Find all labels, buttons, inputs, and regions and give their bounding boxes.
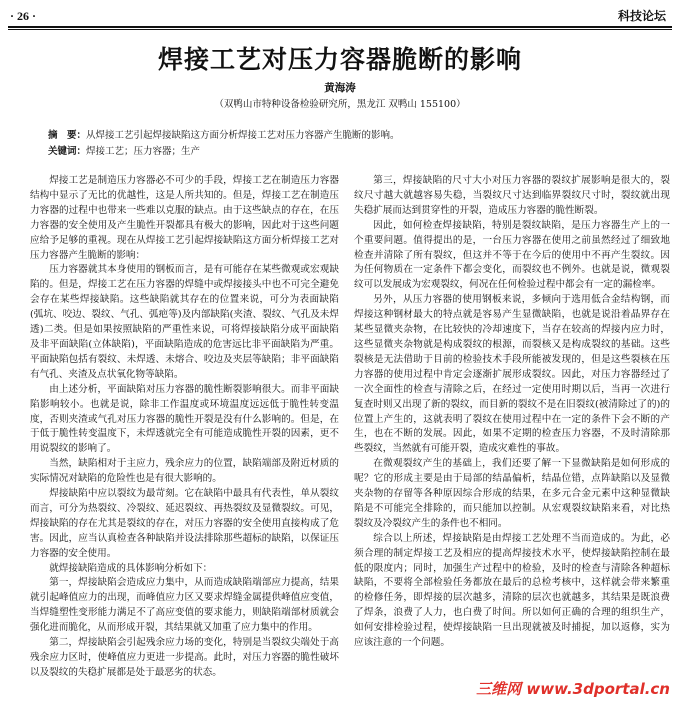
- paragraph: 第三，焊接缺陷的尺寸大小对压力容器的裂纹扩展影响是很大的，裂纹尺寸越大就越容易失稳，当裂纹尺寸达到临界裂纹尺寸时，裂纹就出现失稳扩展而达到贯穿性的开裂，造成压力容器的脆性断裂。: [354, 175, 670, 216]
- article-title: 焊接工艺对压力容器脆断的影响: [157, 45, 522, 74]
- paragraph: 当然，缺陷相对于主应力，残余应力的位置，缺陷端部及附近材质的实际情况对缺陷的危险性也是有很大影响的。: [30, 458, 339, 485]
- keywords: [48, 145, 648, 159]
- paragraph: 第二，焊接缺陷会引起残余应力场的变化，特别是当裂纹尖端处于高残余应力区时，使峰值应力更进一步提高。此时，对压力容器的脆性破坏以及裂纹的失稳扩展都是处于最恶劣的状态。: [30, 637, 339, 678]
- paragraph: 焊接缺陷中应以裂纹为最苛刻。它在缺陷中最具有代表性，单从裂纹而言，可分为热裂纹、冷裂纹、延迟裂纹、再热裂纹及显微裂纹。可见，焊接缺陷的存在尤其是裂纹的存在，对压力容器的安全使用直接构成了危害。因此，应当认真检查各种缺陷并设法排除那些超标的缺陷，以保证压力容器的安全使用。: [30, 488, 339, 559]
- paragraph: 另外，从压力容器的使用钢板来说，多倾向于选用低合金结构钢，而焊接这种钢材最大的特点就是容易产生显微缺陷，也就是说沿着晶界存在某些显微夹杂物，在比较快的冷却速度下，当存在较高的焊接内应力时，这些显微夹杂物就是构成裂纹的根源，而裂核又是构成裂纹的基础。这些裂核是无法借助于目前的检验技术手段所能被发现的，但是这些裂核在压力容器的使用过程中肯定会逐渐扩展形成裂纹。因此，对压力容器经过了一次全面性的检查与清除之后，在经过一定使用时期以后，当再一次进行复查时则又出现了新的裂纹，而目新的裂纹不是在旧裂纹(被清除过了的)的位置上产生的，这就表明了裂纹在使用过程中在一定的条件下会不断的产生，也在不断的发展。因此，如果不定期的检查压力容器，不及时清除那些裂纹，当然就有可能开裂，造成灾难性的事故。: [354, 294, 670, 455]
- paragraph: 压力容器就其本身使用的钢板而言，是有可能存在某些微观或宏观缺陷的。但是，焊接工艺在压力容器的焊缝中或焊接接头中也不可完全避免会存在某些焊接缺陷。这些缺陷就其存在的位置来说，可分为表面缺陷(弧坑、咬边、裂纹、气孔、弧疤等)及内部缺陷(夹渣、裂纹、气孔及未焊透)二类。但是如果按照缺陷的严重性来说，可将焊接缺陷分成平面缺陷及非平面缺陷(立体缺陷)，平面缺陷造成的危害远比非平面缺陷为严重。平面缺陷包括有裂纹、未焊透、未熔合、咬边及夹层等缺陷；非平面缺陷有气孔、夹渣及点状氧化物等缺陷。: [30, 264, 339, 380]
- section-title: 科技论坛: [617, 9, 666, 23]
- header-rule-thick: [8, 26, 672, 28]
- abstract-label: 摘 要：: [48, 130, 87, 141]
- paragraph: 在微观裂纹产生的基础上，我们还要了解一下显微缺陷是如何形成的呢？它的形成主要是由于局部的结晶偏析，结晶位错，点阵缺陷以及显微夹杂物的存留等各种原因综合形成的结果，在多元合金元素中这种显微缺陷是不可能完全排除的，而只能加以控制。从宏观裂纹缺陷来看，对比热裂纹及冷裂纹产生的条件也不相同。: [354, 458, 670, 529]
- abstract-text: 从焊接工艺引起焊接缺陷这方面分析焊接工艺对压力容器产生脆断的影响。: [86, 130, 400, 141]
- right-column: [354, 174, 670, 684]
- paragraph: 因此，如何检查焊接缺陷，特别是裂纹缺陷，是压力容器生产上的一个重要问题。值得提出的是，一台压力容器在使用之前虽然经过了细致地检查并清除了所有裂纹，但这并不等于在今后的使用中不再产生裂纹。因为任何物质在一定条件下都会变化，而裂纹也不例外。也就是说，微观裂纹可以发展成为宏观裂纹，何况在任何检验过程中都会有一定的漏检率。: [354, 219, 670, 291]
- header-rule-thin: [8, 29, 672, 30]
- paragraph: 综合以上所述，焊接缺陷是由焊接工艺处理不当而造成的。为此，必须合理的制定焊接工艺及相应的提高焊接技术水平，使焊接缺陷控制在最低的限度内；同时，加强生产过程中的检验，及时的检查与清除各种超标缺陷，不要将全部检验任务都放在最后的总检考核中，这样就会带来繁重的检修任务，即焊接的层次越多，清除的层次也就越多，其结果是既浪费了焊条，浪费了人力，也白费了时间。所以如何正确的合理的组织生产，如何安排检验过程，使焊接缺陷一旦出现就被及时捕捉，加以返修，实为应该注意的一个问题。: [354, 532, 670, 649]
- author: 黄海涛: [324, 82, 356, 94]
- keywords-text: 焊接工艺；压力容器；生产: [86, 146, 201, 157]
- affiliation: （双鸭山市特种设备检验研究所，黑龙江 双鸭山 155100）: [214, 99, 466, 110]
- paragraph: 第一，焊接缺陷会造成应力集中，从而造成缺陷端部应力提高，结果就引起峰值应力的出现，而峰值应力区又要求焊缝金属提供峰值应变值，当焊缝塑性变形能力满足不了高应变值的要求能力，则缺陷端部材质就会强化进而脆化，从而形成开裂，其结果就又加重了应力集中的作用。: [30, 577, 339, 634]
- page-header: [0, 0, 680, 26]
- page-number: · 26 ·: [10, 9, 37, 23]
- abstract: [48, 129, 648, 143]
- paragraph: 由上述分析，平面缺陷对压力容器的脆性断裂影响很大。而非平面缺陷影响较小。也就是说，除非工作温度或环境温度远远低于脆性转变温度，否则夹渣或气孔对压力容器的脆性开裂是没有什么影响的。但是，在于低于脆性转变温度下，未焊透就完全有可能造成脆性开裂的因素，更不用说裂纹的影响了。: [30, 383, 339, 455]
- paragraph: 就焊接缺陷造成的具体影响分析如下：: [49, 562, 213, 574]
- watermark: 三维网 www.3dportal.cn: [476, 680, 670, 698]
- keywords-label: 关键词：: [48, 146, 87, 157]
- left-column: [30, 174, 339, 694]
- paragraph: 焊接工艺是制造压力容器必不可少的手段，焊接工艺在制造压力容器结构中显示了无比的优越性，这是人所共知的。但是，焊接工艺在制造压力容器的过程中也带来一些难以克服的缺点。由于这些缺点的存在，在压力容器的安全使用及产生脆性开裂都具有极大的影响，因此对于这些问题应给予足够的重视。现在从焊接工艺引起焊接缺陷这方面分析焊接工艺对压力容器产生脆断的影响：: [30, 175, 339, 261]
